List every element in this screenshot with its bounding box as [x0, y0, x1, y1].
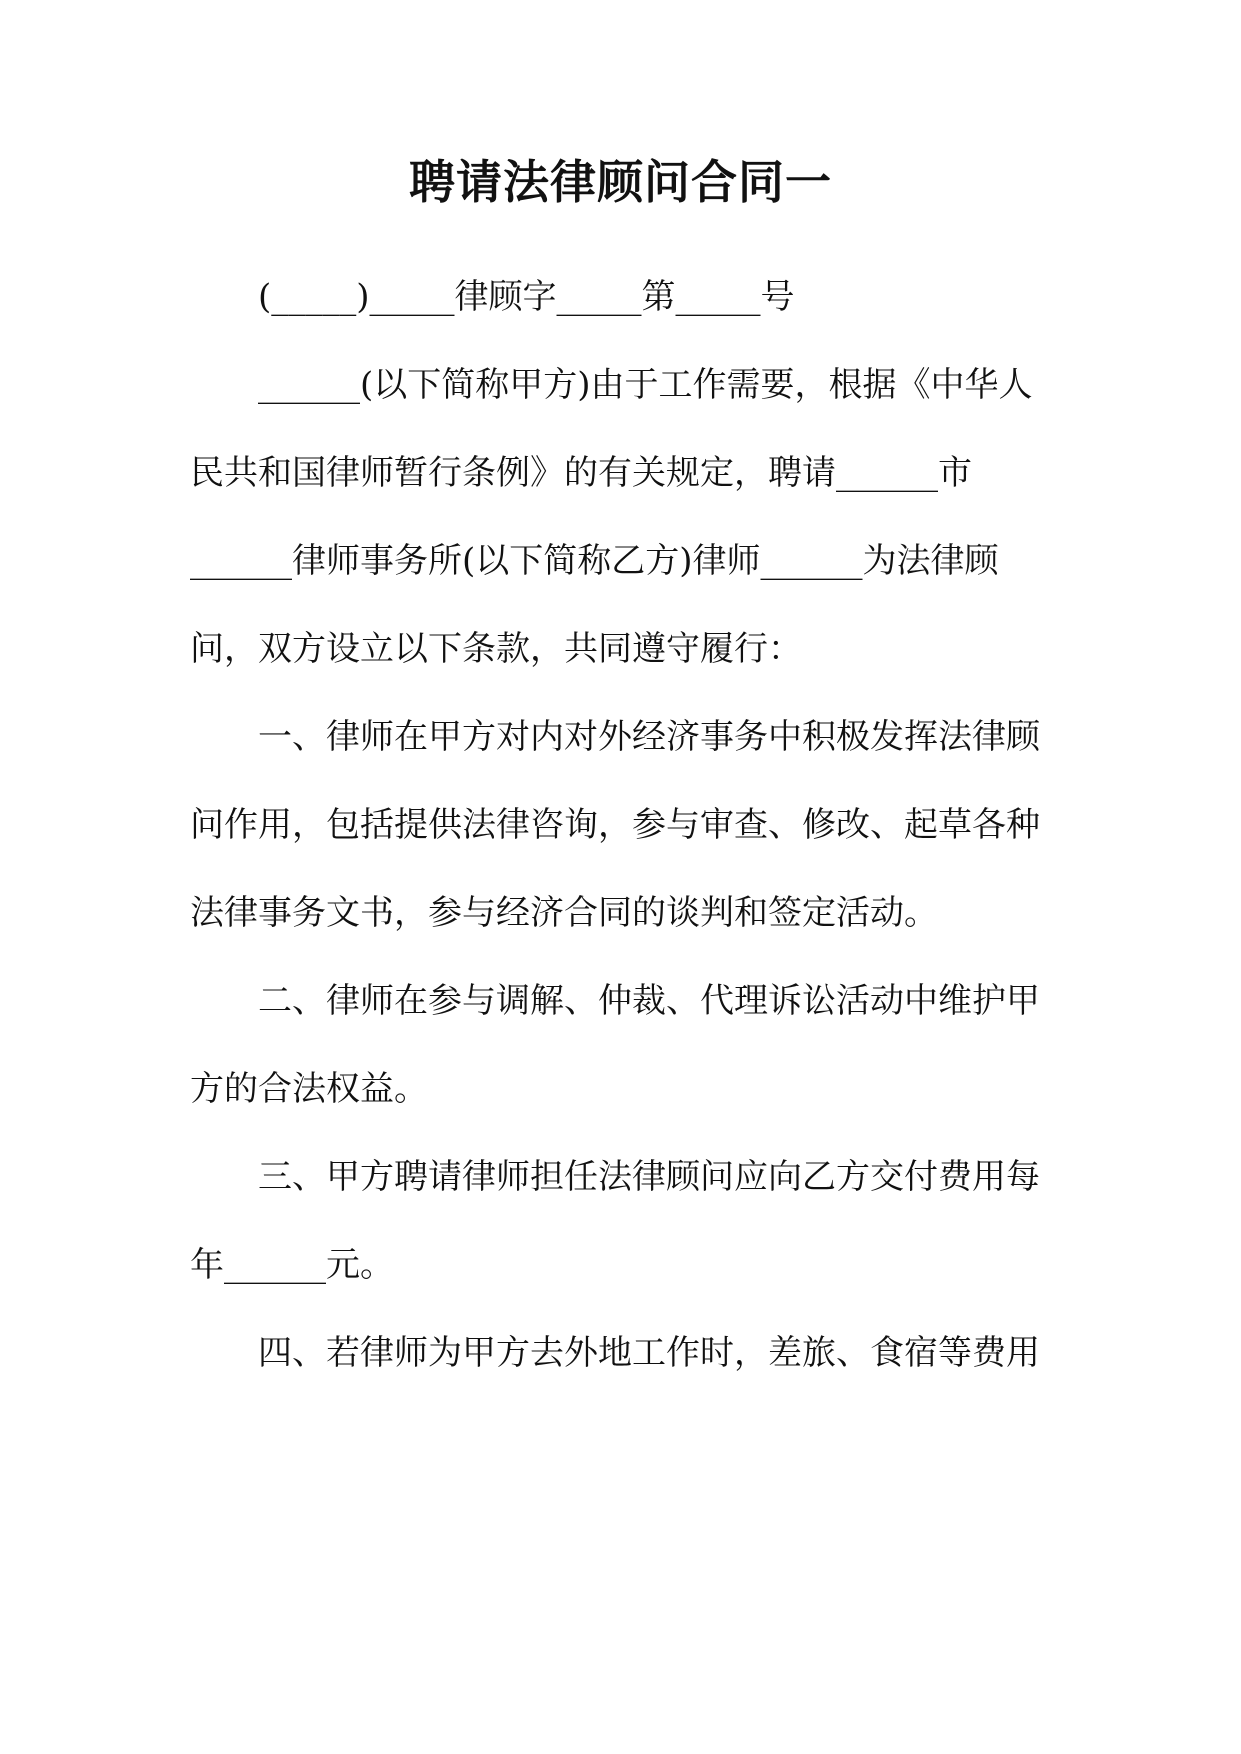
paragraph-line: 问，双方设立以下条款，共同遵守履行： — [190, 629, 802, 669]
clause-two-line: 二、律师在参与调解、仲裁、代理诉讼活动中维护甲 — [258, 981, 1040, 1021]
clause-three-line: 年______元。 — [190, 1245, 394, 1285]
clause-one-line: 法律事务文书，参与经济合同的谈判和签定活动。 — [190, 893, 938, 933]
paragraph-line: 民共和国律师暂行条例》的有关规定，聘请______市 — [190, 453, 972, 493]
document-title: 聘请法律顾问合同一 — [409, 155, 832, 209]
clause-one-line: 问作用，包括提供法律咨询，参与审查、修改、起草各种 — [190, 805, 1040, 845]
clause-one-line: 一、律师在甲方对内对外经济事务中积极发挥法律顾 — [258, 717, 1040, 757]
contract-number-line: (_____)_____律顾字_____第_____号 — [258, 277, 795, 317]
clause-two-line: 方的合法权益。 — [190, 1069, 428, 1109]
clause-four-line: 四、若律师为甲方去外地工作时，差旅、食宿等费用 — [258, 1333, 1040, 1373]
paragraph-line: ______律师事务所(以下简称乙方)律师______为法律顾 — [190, 541, 999, 581]
clause-three-line: 三、甲方聘请律师担任法律顾问应向乙方交付费用每 — [258, 1157, 1040, 1197]
paragraph-line: ______(以下简称甲方)由于工作需要，根据《中华人 — [258, 365, 1033, 405]
